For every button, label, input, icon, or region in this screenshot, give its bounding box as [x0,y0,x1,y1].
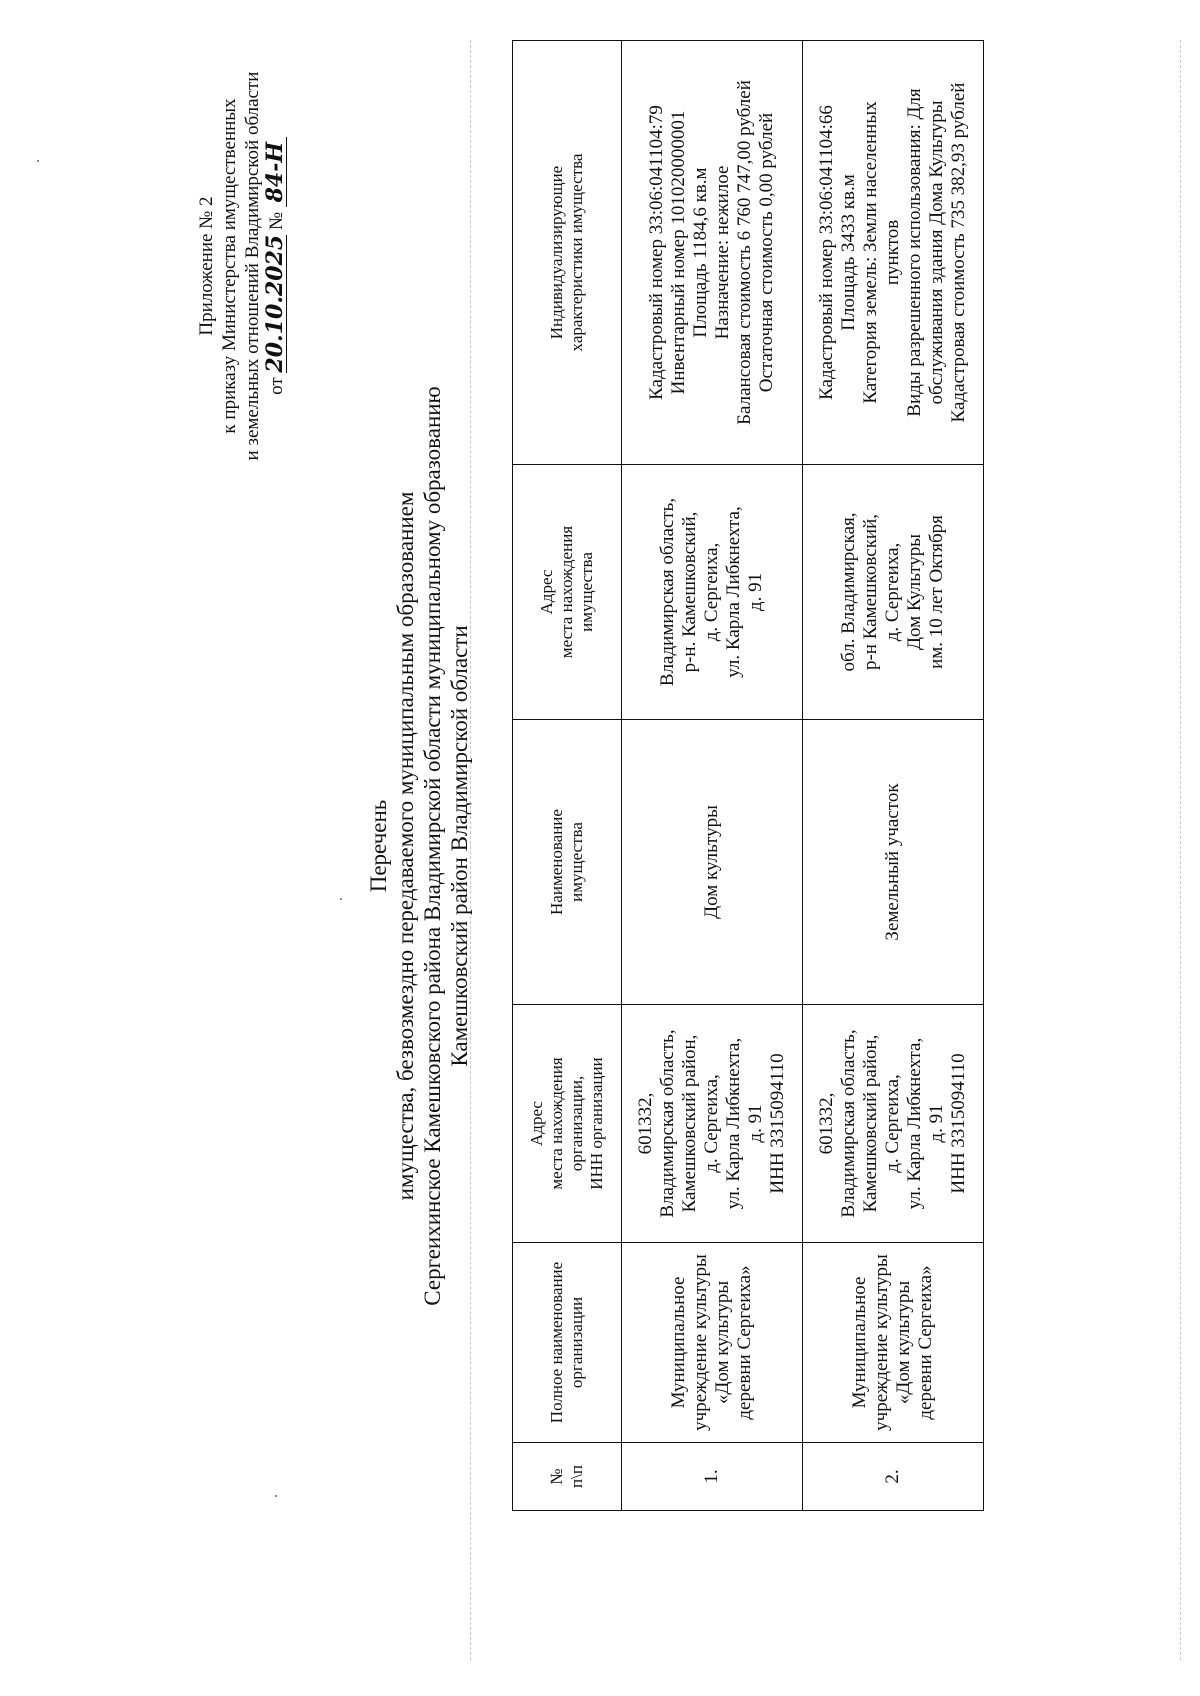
cell-text-line: Категория земель: Земли населенных [860,101,881,404]
cell-text-line: Владимирская область, [657,497,678,687]
cell-text-line: деревни Сергеиха» [915,1265,936,1420]
cell-text-line: учреждение культуры [690,1254,711,1431]
cell-text-line: организации, [567,1075,586,1172]
cell-property-name [803,720,984,1005]
cell-text-line: ИНН 3315094110 [948,1053,969,1194]
cell-text-line: Камешковский район, [679,1034,700,1213]
cell-org-address [622,1005,803,1243]
header-org-address [513,1005,622,1243]
cell-text-line: Остаточная стоимость 0,00 рублей [756,112,777,393]
appendix-ministry: и земельных отношений Владимирской области [242,71,263,461]
cell-text-line: Муниципальное [668,1276,689,1409]
cell-text-line: Наименование [547,809,566,915]
header-property-name [513,720,622,1005]
cell-text-line: Владимирская область, [838,1029,859,1218]
header-characteristics [513,41,622,465]
cell-text-line: Виды разрешенного использования: Для [904,88,925,417]
appendix-date-number [264,46,288,486]
cell-characteristics [622,41,803,465]
title-subline-1: имущества, безвозмездно передаваемого муниципальным образованием [393,491,418,1201]
cell-num: 2. [803,1443,984,1511]
cell-text-line: ул. Карла Либкнехта, [723,1037,744,1210]
cell-text-line: Площадь 3433 кв.м [838,174,859,331]
cell-text-line: Назначение: нежилое [712,165,733,340]
cell-text-line: Кадастровая стоимость 735 382,93 рублей [948,82,969,423]
cell-text-line: ул. Карла Либкнехта, [904,1037,925,1210]
cell-num: 1. [622,1443,803,1511]
table-row [622,41,803,1511]
cell-text-line: 601332, [635,1092,656,1155]
handwritten-date: 20.10.2025 [262,234,288,373]
number-prefix: № [266,211,287,231]
table-header-row [513,41,622,1511]
cell-text-line: «Дом культуры [893,1280,914,1405]
cell-characteristics [803,41,984,465]
cell-text-line: № [547,1468,566,1485]
table-row [803,41,984,1511]
header-num [513,1443,622,1511]
cell-text-line: «Дом культуры [712,1280,733,1405]
cell-text-line: д. Сергеиха, [882,1074,903,1173]
header-property-address [513,465,622,720]
cell-text-line: Индивидуализирующие [547,165,566,340]
cell-text-line: имущества [567,822,586,902]
cell-text-line: р-н Камешковский, [860,513,881,671]
cell-text-line: организации [567,1296,586,1389]
title-subline-2: Сергеихинское Камешковского района Владимирской области муниципальному образованию [420,386,445,1306]
cell-text-line: ИНН 3315094110 [767,1053,788,1194]
cell-text-line: Инвентарный номер 101020000001 [668,110,689,395]
cell-text-line: Балансовая стоимость 6 760 747,00 рублей [734,80,755,425]
cell-text-line: места нахождения [547,1057,566,1190]
cell-text-line: д. Сергеиха, [882,542,903,642]
cell-text-line: ИНН организации [587,1057,606,1190]
cell-text-line: места нахождения [557,525,576,659]
cell-text-line: р-н. Камешковский, [679,511,700,673]
cell-org-name [622,1243,803,1443]
cell-text-line: д. Сергеиха, [701,542,722,642]
header-org-name [513,1243,622,1443]
cell-text-line: обслуживания здания Дома Культуры [926,100,947,405]
cell-text-line: имущества [577,552,596,632]
title-heading: Перечень [366,799,391,893]
cell-text-line: Владимирская область, [657,1029,678,1218]
cell-property-name [622,720,803,1005]
cell-text-line: Адрес [527,1101,546,1146]
cell-text-line: 601332, [816,1092,837,1155]
cell-text-line: им. 10 лет Октября [926,515,947,669]
cell-property-address [622,465,803,720]
cell-text-line: Адрес [537,569,556,615]
title-subline-3: Камешковский район Владимирской области [447,625,472,1067]
cell-text-line: Дом Культуры [904,533,925,651]
cell-text-line: характеристики имущества [567,153,586,352]
cell-text-line: д. 91 [745,1104,766,1143]
cell-text-line: Кадастровый номер 33:06:041104:66 [816,105,837,400]
cell-property-address [803,465,984,720]
appendix-header [195,46,288,486]
appendix-order-ref: к приказу Министерства имущественных [219,98,240,434]
cell-text-line: Камешковский район, [860,1034,881,1213]
cell-text-line: Полное наименование [547,1261,566,1424]
cell-text-line: Кадастровый номер 33:06:041104:79 [646,105,667,400]
cell-text-line: обл. Владимирская, [838,512,859,672]
appendix-title: Приложение № 2 [196,196,217,336]
cell-text-line: деревни Сергеиха» [734,1265,755,1420]
cell-text-line: ул. Карла Либкнехта, [723,506,744,678]
cell-text-line: пунктов [882,219,903,286]
cell-org-name [803,1243,984,1443]
cell-text-line: Муниципальное [849,1276,870,1409]
cell-text-line: д. Сергеиха, [701,1074,722,1173]
cell-text-line: д. 91 [926,1104,947,1143]
handwritten-number: 84-Н [264,137,287,207]
document-title [365,196,473,1496]
property-table [512,40,984,1511]
cell-text-line: Площадь 1184,6 кв.м [690,167,711,338]
cell-text-line: д. 91 [745,572,766,612]
date-prefix: от [266,377,287,395]
cell-org-address [803,1005,984,1243]
cell-text-line: Дом культуры [701,805,722,919]
cell-text-line: учреждение культуры [871,1254,892,1431]
cell-text-line: Земельный участок [882,783,903,941]
cell-text-line: п\п [567,1465,586,1488]
